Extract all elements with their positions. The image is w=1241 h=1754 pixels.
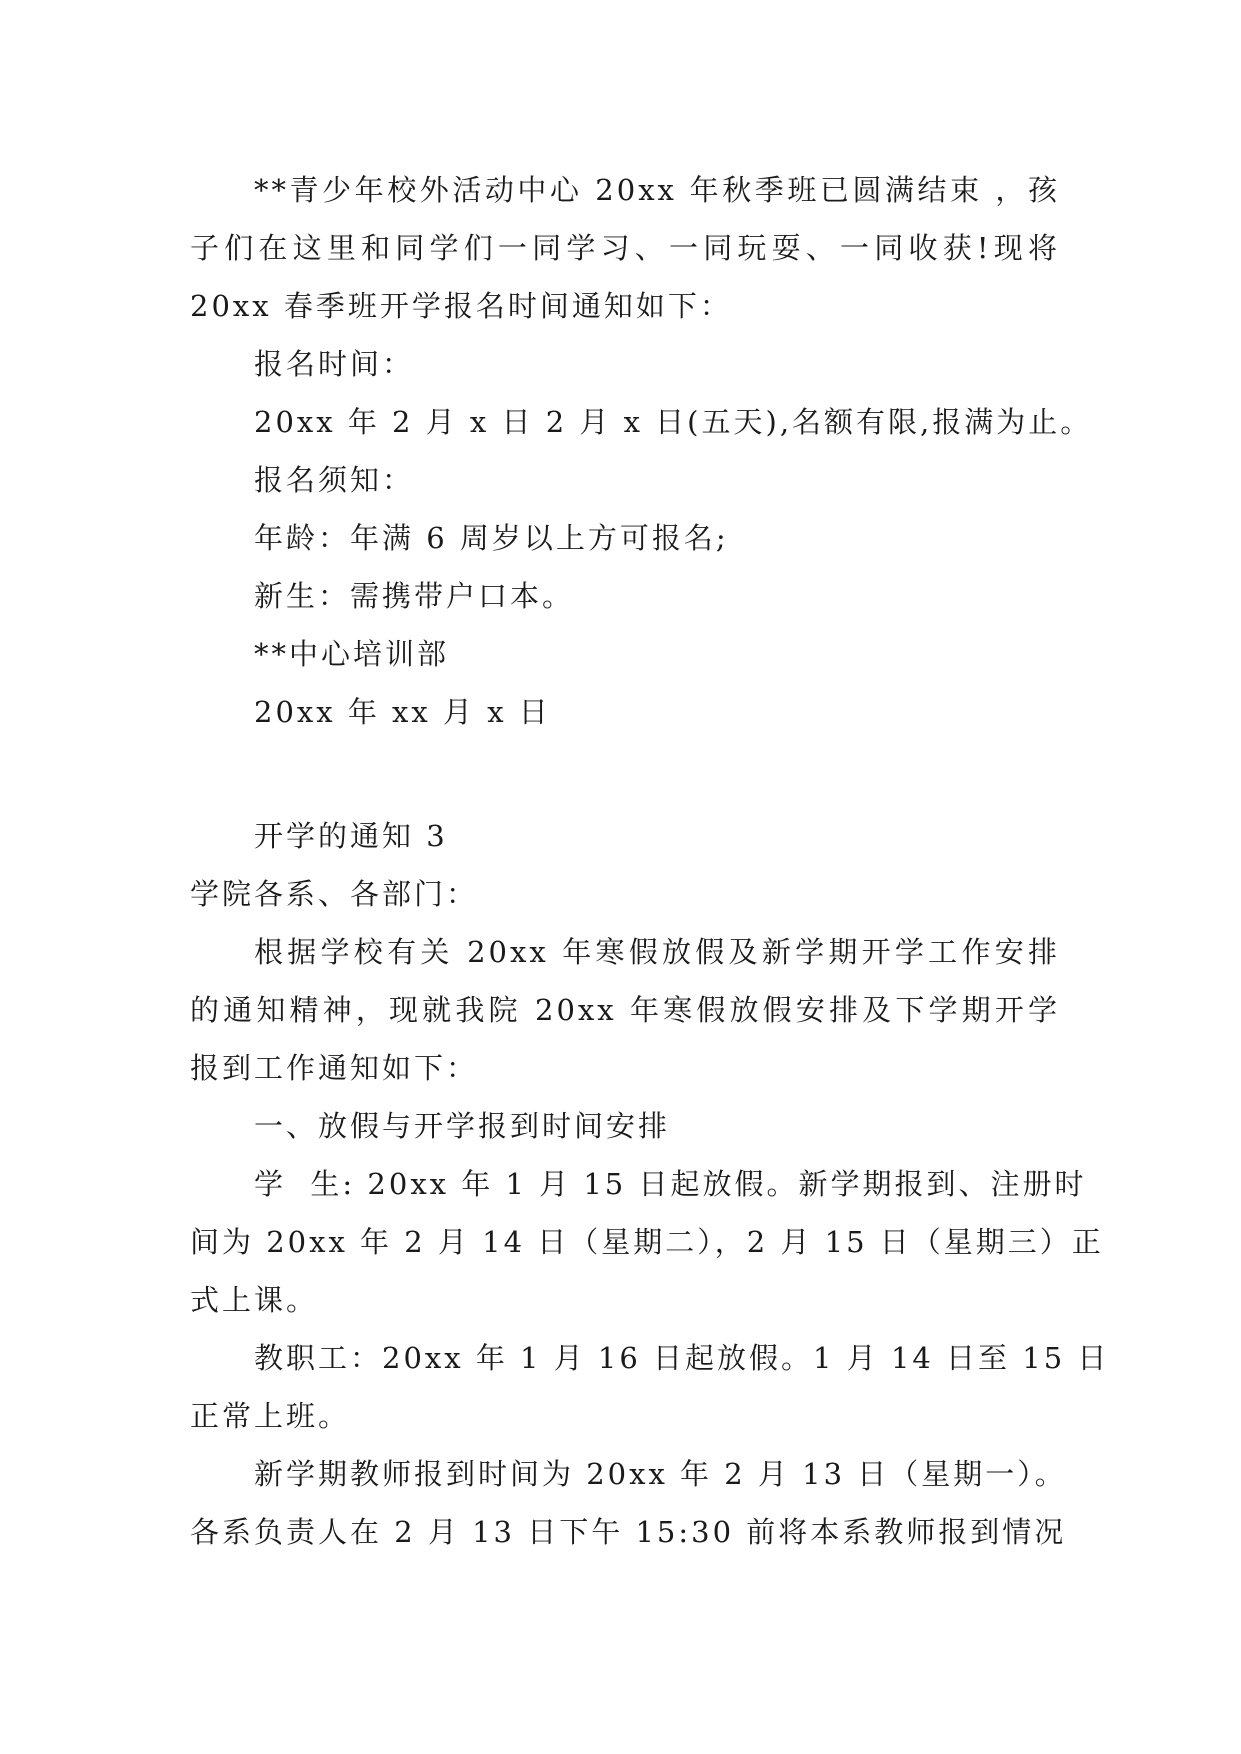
paragraph-line: 20xx 年 2 月 x 日 2 月 x 日(五天),名额有限,报满为止。: [254, 405, 1093, 439]
paragraph-line: 教职工：20xx 年 1 月 16 日起放假。1 月 14 日至 15 日: [254, 1341, 1110, 1375]
signature-org: **中心培训部: [254, 637, 450, 671]
signature-date: 20xx 年 xx 月 x 日: [254, 695, 551, 729]
paragraph-line: 各系负责人在 2 月 13 日下午 15:30 前将本系教师报到情况: [190, 1515, 1067, 1549]
paragraph-line: 子们在这里和同学们一同学习、一同玩耍、一同收获!现将: [190, 231, 1060, 265]
paragraph-line: 新学期教师报到时间为 20xx 年 2 月 13 日（星期一）。: [254, 1457, 1067, 1491]
paragraph-line: 间为 20xx 年 2 月 14 日（星期二），2 月 15 日（星期三）正: [190, 1225, 1104, 1259]
section-title: 开学的通知 3: [254, 819, 448, 853]
paragraph-line: 学 生: 20xx 年 1 月 15 日起放假。新学期报到、注册时: [254, 1167, 1087, 1201]
paragraph-line: 年龄：年满 6 周岁以上方可报名;: [254, 521, 729, 555]
paragraph-line: 的通知精神，现就我院 20xx 年寒假放假安排及下学期开学: [190, 993, 1060, 1027]
subsection-heading: 一、放假与开学报到时间安排: [254, 1109, 671, 1143]
paragraph-line: 报到工作通知如下：: [190, 1051, 479, 1085]
salutation: 学院各系、各部门：: [190, 877, 479, 911]
paragraph-line: 20xx 春季班开学报名时间通知如下：: [190, 289, 732, 323]
paragraph-line: **青少年校外活动中心 20xx 年秋季班已圆满结束 ，孩: [254, 173, 1060, 207]
section-label: 报名须知：: [254, 463, 415, 497]
paragraph-line: 正常上班。: [190, 1399, 351, 1433]
paragraph-line: 式上课。: [190, 1283, 319, 1317]
paragraph-line: 新生：需携带户口本。: [254, 579, 575, 613]
paragraph-line: 根据学校有关 20xx 年寒假放假及新学期开学工作安排: [254, 935, 1060, 969]
section-label: 报名时间：: [254, 347, 415, 381]
